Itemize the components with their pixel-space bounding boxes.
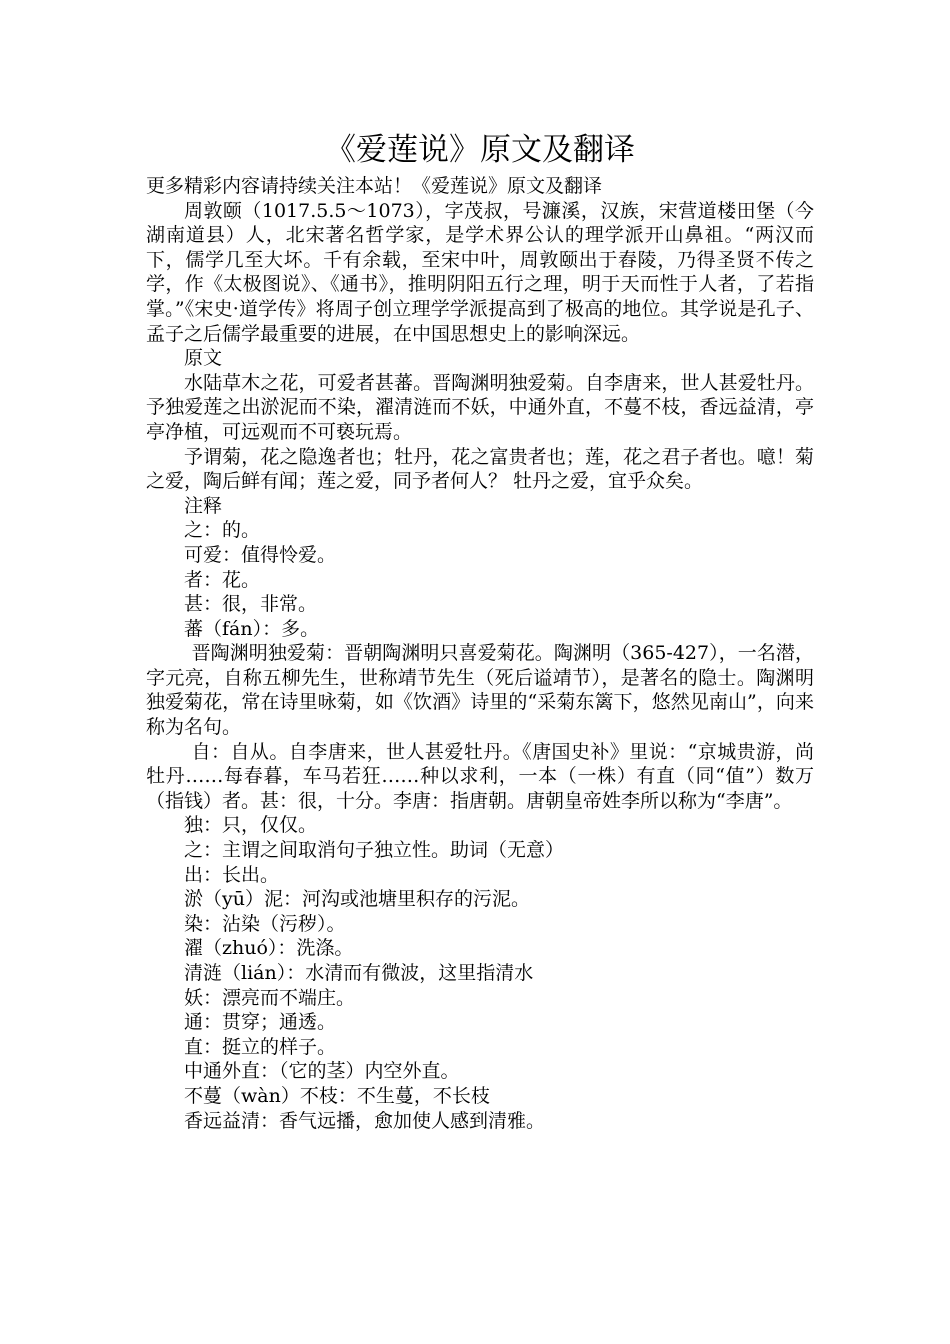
heading-original-text: 原文: [184, 347, 223, 370]
note-item: 清涟（lián）：水清而有微波，这里指清水: [184, 962, 534, 984]
note-item: 濯（zhuó）：洗涤。: [184, 937, 354, 960]
note-item: 淤（yū）泥：河沟或池塘里积存的污泥。: [184, 888, 530, 911]
note-item: 者：花。: [184, 568, 261, 591]
note-item-long: 晋陶渊明独爱菊：晋朝陶渊明只喜爱菊花。陶渊明（365-427），一名潜，字元亮，自称五柳先生，世称靖节先生（死后谥靖节），是著名的隐士。陶渊明独爱菊花，常在诗里咏菊，如《饮酒》诗里的“采菊东篱下，悠然见南山”，向来称为名句。: [146, 642, 814, 739]
note-item: 出：长出。: [184, 863, 280, 886]
document-body: [146, 174, 814, 1133]
document-title: 《爱莲说》原文及翻译: [325, 132, 635, 168]
note-item: 直：挺立的样子。: [184, 1035, 337, 1058]
paragraph-original-1: 水陆草木之花，可爱者甚蕃。晋陶渊明独爱菊。自李唐来，世人甚爱牡丹。予独爱莲之出淤泥而不染，濯清涟而不妖，中通外直，不蔓不枝，香远益清，亭亭净植，可远观而不可亵玩焉。: [146, 371, 814, 443]
paragraph-author-bio: 周敦颐（1017.5.5～1073），字茂叔，号濂溪，汉族，宋营道楼田堡（今湖南道县）人，北宋著名哲学家，是学术界公认的理学派开山鼻祖。“两汉而下，儒学几至大坏。千有余载，至宋中叶，周敦颐出于舂陵，乃得圣贤不传之学，作《太极图说》、《通书》，推明阴阳五行之理，明于天而性于人者，了若指掌。”《宋史·道学传》将周子创立理学学派提高到了极高的地位。其学说是孔子、孟子之后儒学最重要的进展，在中国思想史上的影响深远。: [146, 199, 814, 345]
note-item: 之：的。: [184, 519, 261, 542]
note-item: 不蔓（wàn）不枝：不生蔓，不长枝: [184, 1084, 490, 1107]
note-item: 可爱：值得怜爱。: [184, 543, 337, 566]
note-item: 之：主谓之间取消句子独立性。助词（无意）: [184, 839, 565, 862]
note-item: 通：贯穿；通透。: [184, 1011, 337, 1034]
note-item-long: 自：自从。自李唐来，世人甚爱牡丹。《唐国史补》里说：“京城贵游，尚牡丹……每春暮，车马若狂……种以求利，一本（一株）有直（同“值”）数万（指钱）者。甚：很，十分。李唐：指唐朝。唐朝皇帝姓李所以称为“李唐”。: [146, 740, 814, 812]
note-item: 甚：很，非常。: [184, 593, 318, 616]
note-item: 蕃（fán）：多。: [184, 617, 320, 640]
note-item: 独：只，仅仅。: [184, 814, 318, 837]
note-item: 妖：漂亮而不端庄。: [184, 986, 356, 1009]
note-item: 香远益清：香气远播，愈加使人感到清雅。: [184, 1109, 546, 1132]
note-item: 染：沾染（污秽）。: [184, 912, 346, 935]
paragraph-original-2: 予谓菊，花之隐逸者也；牡丹，花之富贵者也；莲，花之君子者也。噫！菊之爱，陶后鲜有闻；莲之爱，同予者何人？ 牡丹之爱，宜乎众矣。: [146, 445, 814, 493]
heading-notes: 注释: [184, 494, 223, 517]
document-page: [146, 128, 814, 1133]
note-item: 中通外直：（它的茎）内空外直。: [184, 1060, 460, 1083]
paragraph-intro: 更多精彩内容请持续关注本站！《爱莲说》原文及翻译: [146, 175, 603, 197]
